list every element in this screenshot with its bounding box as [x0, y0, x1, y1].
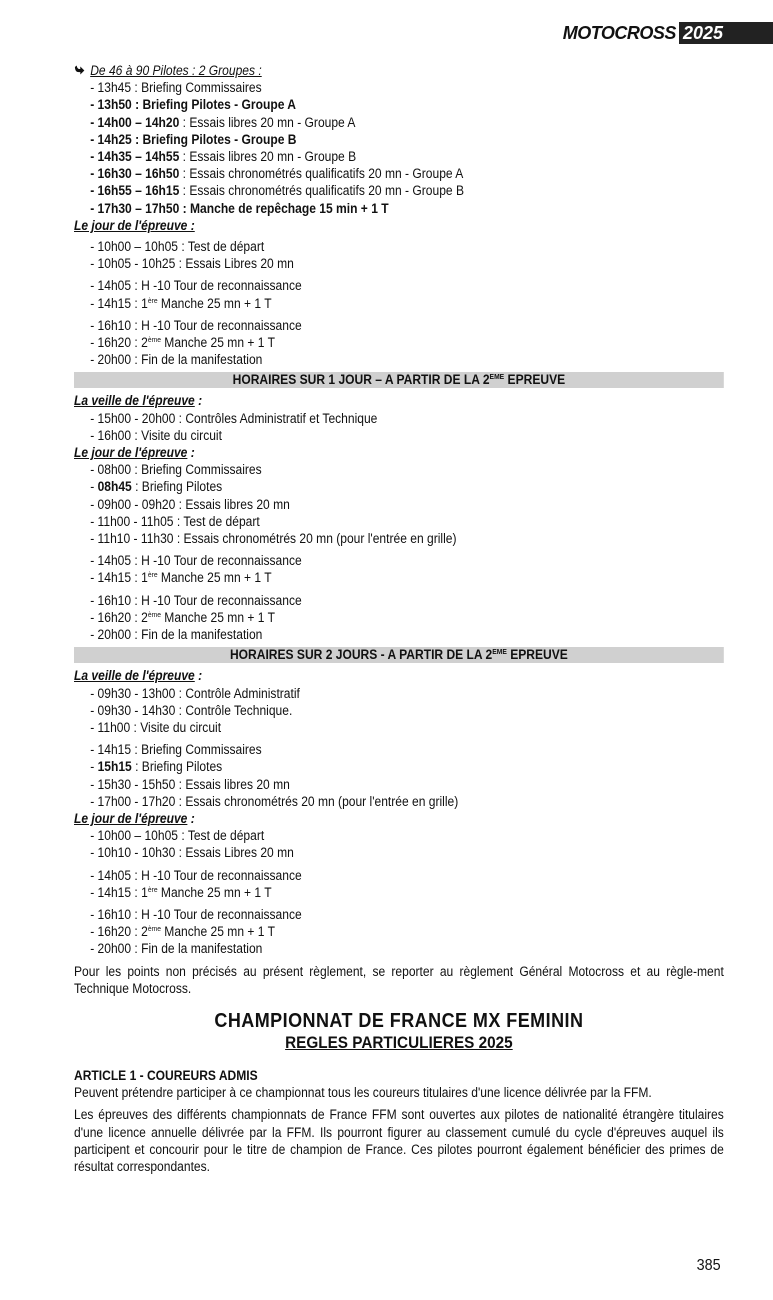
list-item: - 16h10 : H -10 Tour de reconnaissance	[90, 317, 302, 333]
list-item: - 14h05 : H -10 Tour de reconnaissance	[90, 278, 302, 294]
list-item: - 16h20 : 2ème Manche 25 mn + 1 T	[90, 609, 275, 625]
list-item: - 14h05 : H -10 Tour de reconnaissance	[90, 867, 302, 883]
list-item: - 15h00 - 20h00 : Contrôles Administratif et Technique	[90, 410, 378, 426]
list-item: - 10h10 - 10h30 : Essais Libres 20 mn	[90, 845, 294, 861]
list-item: - 16h55 – 16h15 : Essais chronométrés qualificatifs 20 mn - Groupe B	[90, 183, 464, 199]
list-item: - 14h15 : 1ère Manche 25 mn + 1 T	[90, 570, 272, 586]
list-item: - 20h00 : Fin de la manifestation	[90, 352, 263, 368]
list-item: - 10h05 - 10h25 : Essais Libres 20 mn	[90, 256, 294, 272]
list-item: - 15h30 - 15h50 : Essais libres 20 mn	[90, 776, 290, 792]
list-item: - 10h00 – 10h05 : Test de départ	[90, 239, 265, 255]
championship-subtitle: REGLES PARTICULIERES 2025	[285, 1032, 513, 1052]
groups-heading	[74, 62, 724, 79]
document-body	[74, 62, 724, 1175]
list-item: - 11h00 - 11h05 : Test de départ	[90, 513, 260, 529]
list-item: - 13h50 : Briefing Pilotes - Groupe A	[90, 97, 297, 113]
list-item: - 09h30 - 14h30 : Contrôle Technique.	[90, 702, 293, 718]
list-item: - 16h20 : 2ème Manche 25 mn + 1 T	[90, 924, 275, 940]
list-item: - 15h15 : Briefing Pilotes	[90, 759, 223, 775]
list-item: - 14h25 : Briefing Pilotes - Groupe B	[90, 131, 297, 147]
section-bar-1-day: HORAIRES SUR 1 JOUR – A PARTIR DE LA 2EME EPREUVE	[74, 372, 724, 388]
day-label: Le jour de l'épreuve :	[74, 810, 195, 826]
page-number: 385	[696, 1257, 721, 1274]
day-label: Le jour de l'épreuve :	[74, 445, 195, 461]
eve-label: La veille de l'épreuve :	[74, 393, 203, 409]
article-paragraph: Peuvent prétendre participer à ce championnat tous les coureurs titulaires d'une licence délivrée par la FFM.	[74, 1085, 652, 1101]
list-item: - 16h10 : H -10 Tour de reconnaissance	[90, 592, 302, 608]
list-item: - 16h00 : Visite du circuit	[90, 427, 222, 443]
arrow-right-icon	[74, 62, 90, 79]
day-label: Le jour de l'épreuve :	[74, 217, 195, 233]
list-item: - 13h45 : Briefing Commissaires	[90, 80, 262, 96]
eve-label: La veille de l'épreuve :	[74, 668, 203, 684]
list-item: - 14h35 – 14h55 : Essais libres 20 mn - Groupe B	[90, 149, 357, 165]
list-item: - 11h10 - 11h30 : Essais chronométrés 20 mn (pour l'entrée en grille)	[90, 531, 457, 547]
list-item: - 10h00 – 10h05 : Test de départ	[90, 828, 265, 844]
list-item: - 16h30 – 16h50 : Essais chronométrés qualificatifs 20 mn - Groupe A	[90, 166, 464, 182]
groups-list	[74, 79, 724, 217]
list-item: - 20h00 : Fin de la manifestation	[90, 627, 263, 643]
list-item: - 16h20 : 2ème Manche 25 mn + 1 T	[90, 335, 275, 351]
rules-note: Pour les points non précisés au présent règlement, se reporter au règlement Général Motocross et au règle-ment Technique Motocross.	[74, 963, 724, 996]
header-brand: MOTOCROSS	[562, 23, 676, 43]
page-header	[563, 22, 773, 44]
list-item: - 11h00 : Visite du circuit	[90, 719, 222, 735]
section-bar-2-days: HORAIRES SUR 2 JOURS - A PARTIR DE LA 2EME EPREUVE	[74, 647, 724, 663]
list-item: - 09h00 - 09h20 : Essais libres 20 mn	[90, 496, 290, 512]
list-item: - 08h45 : Briefing Pilotes	[90, 479, 223, 495]
article-paragraph: Les épreuves des différents championnats de France FFM sont ouvertes aux pilotes de nationalité étrangère titulaires d'une licence annuelle délivrée par la FFM. Ils pourront figurer au classement cumulé du cycle d'épreuves auquel ils participent et concourir pour le titre de champion de France. Ces pilotes pourront également bénéficier des primes de résultat correspondantes.	[74, 1107, 724, 1174]
list-item: - 14h15 : 1ère Manche 25 mn + 1 T	[90, 884, 272, 900]
list-item: - 08h00 : Briefing Commissaires	[90, 462, 262, 478]
list-item: - 17h00 - 17h20 : Essais chronométrés 20 mn (pour l'entrée en grille)	[90, 793, 459, 809]
list-item: - 20h00 : Fin de la manifestation	[90, 941, 263, 957]
list-item: - 14h15 : 1ère Manche 25 mn + 1 T	[90, 295, 272, 311]
list-item: - 09h30 - 13h00 : Contrôle Administratif	[90, 685, 300, 701]
groups-heading-text: De 46 à 90 Pilotes : 2 Groupes :	[90, 63, 262, 78]
article-title: ARTICLE 1 - COUREURS ADMIS	[74, 1067, 258, 1083]
list-item: - 14h05 : H -10 Tour de reconnaissance	[90, 553, 302, 569]
list-item: - 14h00 – 14h20 : Essais libres 20 mn - Groupe A	[90, 114, 356, 130]
championship-title: CHAMPIONNAT DE FRANCE MX FEMININ	[214, 1009, 584, 1032]
header-year: 2025	[679, 22, 773, 44]
list-item: - 14h15 : Briefing Commissaires	[90, 742, 262, 758]
list-item: - 16h10 : H -10 Tour de reconnaissance	[90, 906, 302, 922]
list-item: - 17h30 – 17h50 : Manche de repêchage 15 min + 1 T	[90, 200, 389, 216]
